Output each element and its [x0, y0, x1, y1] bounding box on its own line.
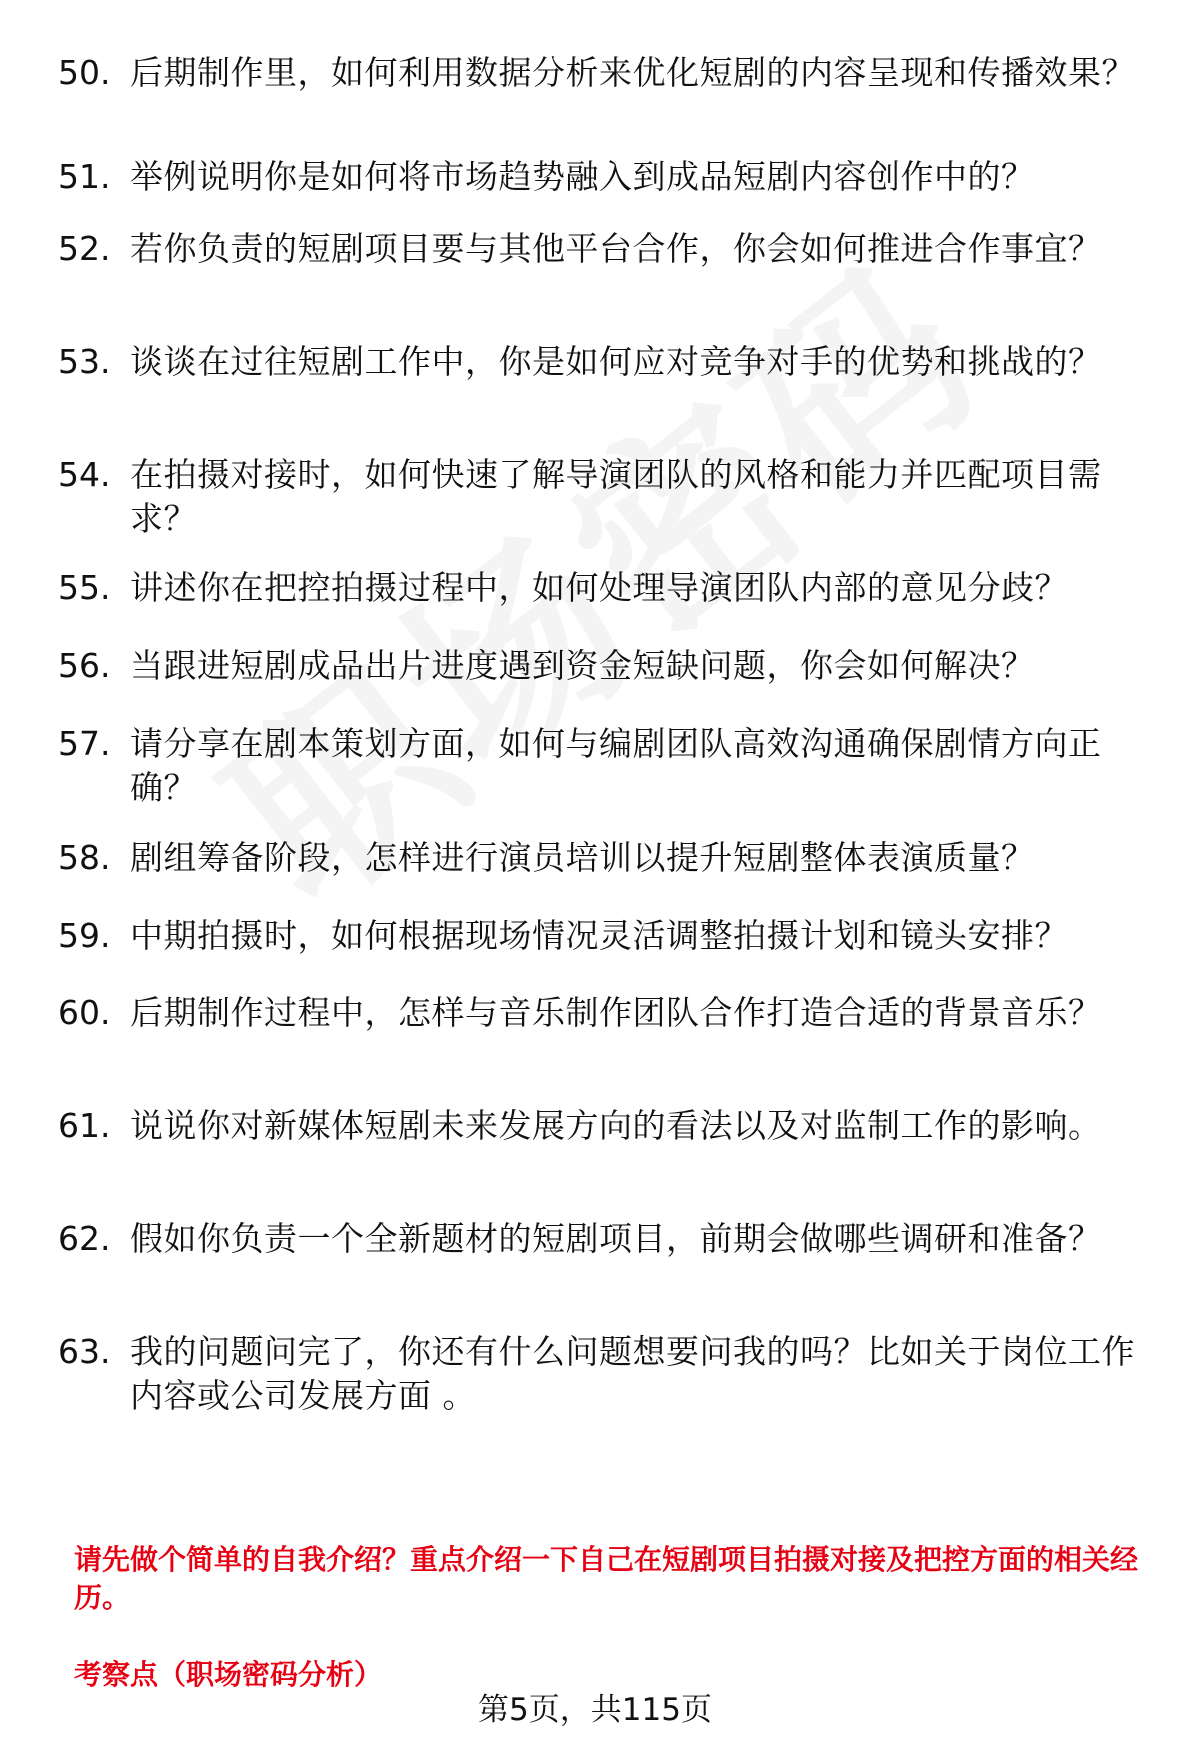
question-text: 当跟进短剧成品出片进度遇到资金短缺问题，你会如何解决？	[130, 646, 1035, 685]
question-number: 51.	[58, 157, 111, 196]
question-text: 剧组筹备阶段，怎样进行演员培训以提升短剧整体表演质量？	[130, 838, 1035, 877]
question-number: 55.	[58, 568, 111, 607]
question-text: 请分享在剧本策划方面，如何与编剧团队高效沟通确保剧情方向正确？	[130, 724, 1102, 807]
question-number: 59.	[58, 916, 111, 955]
question-text: 后期制作里，如何利用数据分析来优化短剧的内容呈现和传播效果？	[130, 53, 1135, 92]
question-number: 62.	[58, 1219, 111, 1258]
question-number: 60.	[58, 993, 111, 1032]
question-text: 讲述你在把控拍摄过程中，如何处理导演团队内部的意见分歧？	[130, 568, 1068, 607]
question-number: 54.	[58, 455, 111, 494]
question-text: 中期拍摄时，如何根据现场情况灵活调整拍摄计划和镜头安排？	[130, 916, 1068, 955]
question-number: 63.	[58, 1332, 111, 1371]
question-number: 52.	[58, 229, 111, 268]
highlighted-question: 请先做个简单的自我介绍？重点介绍一下自己在短剧项目拍摄对接及把控方面的相关经历。	[74, 1543, 1139, 1614]
question-text: 假如你负责一个全新题材的短剧项目，前期会做哪些调研和准备？	[130, 1219, 1102, 1258]
question-text: 举例说明你是如何将市场趋势融入到成品短剧内容创作中的？	[130, 157, 1035, 196]
question-text: 若你负责的短剧项目要与其他平台合作，你会如何推进合作事宜？	[130, 229, 1102, 268]
question-text: 说说你对新媒体短剧未来发展方向的看法以及对监制工作的影响。	[130, 1106, 1102, 1145]
question-number: 57.	[58, 724, 111, 763]
page-number: 第5页，共115页	[478, 1692, 712, 1728]
assessment-point-heading: 考察点（职场密码分析）	[74, 1658, 383, 1691]
question-number: 53.	[58, 342, 111, 381]
question-number: 58.	[58, 838, 111, 877]
question-number: 61.	[58, 1106, 111, 1145]
question-text: 我的问题问完了，你还有什么问题想要问我的吗？比如关于岗位工作内容或公司发展方面 。	[130, 1332, 1135, 1415]
question-text: 在拍摄对接时，如何快速了解导演团队的风格和能力并匹配项目需求？	[130, 455, 1102, 538]
question-number: 56.	[58, 646, 111, 685]
question-text: 谈谈在过往短剧工作中，你是如何应对竞争对手的优势和挑战的？	[130, 342, 1102, 381]
question-number: 50.	[58, 53, 111, 92]
question-text: 后期制作过程中，怎样与音乐制作团队合作打造合适的背景音乐？	[130, 993, 1102, 1032]
